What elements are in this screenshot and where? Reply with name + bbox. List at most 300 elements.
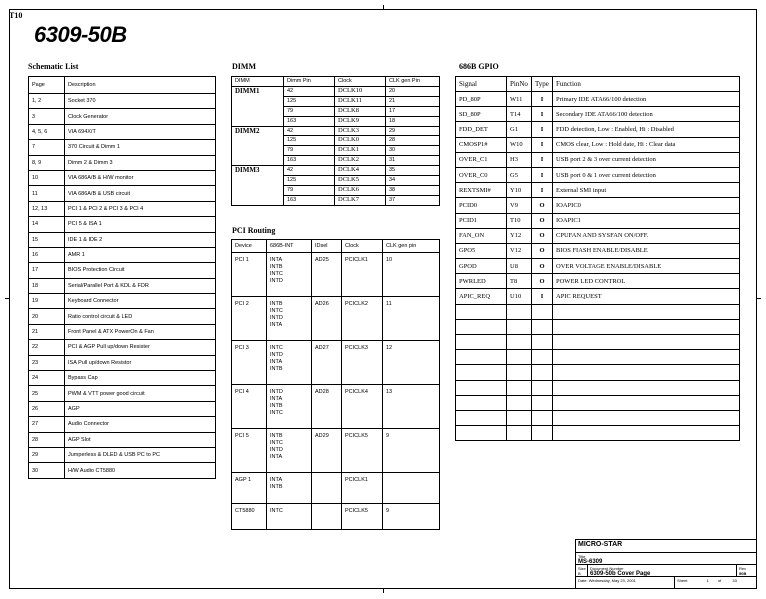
gpio-pin: [507, 350, 532, 365]
pci-int: INTC: [270, 410, 283, 416]
gpio-row: [456, 380, 740, 395]
dimm-clock: DCLK10: [335, 86, 386, 96]
dimm-header-3: CLK gen Pin: [386, 77, 440, 87]
schematic-row: [29, 140, 216, 155]
schematic-page: 11: [29, 186, 65, 201]
gpio-row: [456, 122, 740, 137]
schematic-page: 7: [29, 140, 65, 155]
schematic-description: Audio Connector: [65, 417, 216, 432]
gpio-type: [532, 319, 553, 334]
pci-idsel: AD25: [312, 253, 342, 297]
of-label: of: [717, 578, 722, 583]
dimm-pin: 125: [284, 96, 335, 106]
pci-int: INTA: [270, 396, 283, 402]
schematic-header-0: Page: [29, 77, 65, 94]
pci-device: PCI 3: [232, 341, 267, 385]
pci-int: INTD: [270, 352, 283, 358]
dimm-pin: 42: [284, 86, 335, 96]
gpio-row: [456, 92, 740, 107]
schematic-description: PCI & AGP Pull up/down Resister: [65, 340, 216, 355]
gpio-pin: U10: [507, 289, 532, 304]
dimm-clock: DCLK8: [335, 106, 386, 116]
dimm-clkgen-pin: 21: [386, 96, 440, 106]
gpio-signal: GPO5: [456, 243, 507, 258]
gpio-function: Primary IDE ATA66/100 detection: [553, 92, 740, 107]
schematic-page: 25: [29, 386, 65, 401]
schematic-description: PCI 5 & ISA 1: [65, 217, 216, 232]
schematic-row: [29, 447, 216, 462]
schematic-description: VIA 686A/B & USB circuit: [65, 186, 216, 201]
dimm-clock: DCLK7: [335, 195, 386, 205]
gpio-function: FDD detection, Low : Enabled, Hi : Disabled: [553, 122, 740, 137]
gpio-function: IOAPIC0: [553, 198, 740, 213]
gpio-type: O: [532, 243, 553, 258]
pci-int: INTD: [270, 389, 283, 395]
schematic-row: [29, 278, 216, 293]
schematic-description: Socket 370: [65, 94, 216, 109]
dimm-clkgen-pin: 30: [386, 146, 440, 156]
gpio-type: O: [532, 274, 553, 289]
gpio-function: [553, 335, 740, 350]
gpio-row: [456, 319, 740, 334]
dimm-clkgen-pin: 18: [386, 116, 440, 126]
gpio-function: OVER VOLTAGE ENABLE/DISABLE: [553, 259, 740, 274]
schematic-row: [29, 201, 216, 216]
pci-clock: PCICLK2: [342, 297, 383, 341]
pci-int-list: [267, 253, 312, 297]
schematic-description: H/W Audio CT5880: [65, 463, 216, 478]
schematic-row: [29, 386, 216, 401]
gpio-header-0: Signal: [456, 77, 507, 92]
dimm-pin: 125: [284, 136, 335, 146]
dimm-header-0: DIMM: [232, 77, 284, 87]
gpio-type: I: [532, 122, 553, 137]
schematic-page: 24: [29, 371, 65, 386]
gpio-function: External SMI input: [553, 183, 740, 198]
schematic-description: PCI 1 & PCI 2 & PCI 3 & PCI 4: [65, 201, 216, 216]
gpio-row: [456, 335, 740, 350]
dimm-clock: DCLK5: [335, 176, 386, 186]
gpio-row: [456, 243, 740, 258]
pci-int: INTB: [270, 264, 283, 270]
schematic-row: [29, 355, 216, 370]
title-label: Title: [578, 554, 586, 559]
pci-int-list: [267, 504, 312, 530]
schematic-page: 3: [29, 109, 65, 124]
gpio-row: [456, 410, 740, 425]
gpio-row: [456, 167, 740, 182]
gpio-signal: OVER_C0: [456, 167, 507, 182]
pci-int: INTA: [270, 322, 283, 328]
title-block: [575, 539, 757, 589]
dimm-row: [232, 86, 440, 96]
pci-row: [232, 253, 440, 297]
dimm-clkgen-pin: 31: [386, 156, 440, 166]
schematic-row: [29, 186, 216, 201]
gpio-pin: T8: [507, 274, 532, 289]
gpio-signal: APIC_REQ: [456, 289, 507, 304]
dimm-pin: 79: [284, 185, 335, 195]
schematic-page: 29: [29, 447, 65, 462]
sheet-label: Sheet: [677, 578, 688, 583]
pci-routing-table: [231, 239, 440, 530]
gpio-row: [456, 289, 740, 304]
gpio-table: [455, 76, 740, 441]
gpio-type: O: [532, 228, 553, 243]
schematic-description: VIA 694X/T: [65, 124, 216, 139]
pci-clkgen-pin: [383, 473, 440, 504]
gpio-type: [532, 380, 553, 395]
dimm-clkgen-pin: 37: [386, 195, 440, 205]
date-value: Wednesday, May 23, 2001: [588, 578, 636, 583]
schematic-description: VIA 686A/B & H/W monitor: [65, 170, 216, 185]
gpio-pin: G5: [507, 167, 532, 182]
gpio-signal: FDD_DET: [456, 122, 507, 137]
frame-tick-left: [5, 298, 9, 299]
pci-device: PCI 1: [232, 253, 267, 297]
gpio-row: [456, 365, 740, 380]
date-label: Date:: [578, 578, 588, 583]
pci-int: INTA: [270, 454, 283, 460]
pci-int: INTA: [270, 477, 283, 483]
pci-int: INTB: [270, 484, 283, 490]
schematic-row: [29, 417, 216, 432]
schematic-row: [29, 247, 216, 262]
project-name: MS-6309: [578, 559, 603, 565]
schematic-row: [29, 294, 216, 309]
schematic-page: 4, 5, 6: [29, 124, 65, 139]
dimm-clkgen-pin: 17: [386, 106, 440, 116]
gpio-type: I: [532, 152, 553, 167]
schematic-header-row: [29, 77, 216, 94]
pci-idsel: AD26: [312, 297, 342, 341]
gpio-type: I: [532, 137, 553, 152]
schematic-description: Front Panel & ATX PowerOn & Fan: [65, 324, 216, 339]
gpio-type: I: [532, 289, 553, 304]
gpio-pin: [507, 410, 532, 425]
pci-idsel: AD28: [312, 385, 342, 429]
gpio-pin: [507, 426, 532, 441]
dimm-clock: DCLK3: [335, 126, 386, 136]
schematic-page: 1, 2: [29, 94, 65, 109]
gpio-signal: OVER_C1: [456, 152, 507, 167]
sheet-id: T10: [9, 11, 23, 20]
gpio-pin: T10: [507, 213, 532, 228]
pci-clock: PCICLK5: [342, 429, 383, 473]
dimm-pin: 42: [284, 166, 335, 176]
pci-int: INTD: [270, 447, 283, 453]
schematic-row: [29, 94, 216, 109]
pci-header-1: 686B-INT: [267, 240, 312, 253]
gpio-function: [553, 319, 740, 334]
pci-clkgen-pin: 12: [383, 341, 440, 385]
gpio-signal: PCID1: [456, 213, 507, 228]
gpio-signal: [456, 350, 507, 365]
gpio-signal: [456, 426, 507, 441]
dimm-clock: DCLK2: [335, 156, 386, 166]
gpio-pin: G1: [507, 122, 532, 137]
gpio-function: [553, 304, 740, 319]
dimm-row: [232, 126, 440, 136]
schematic-description: AGP Slot: [65, 432, 216, 447]
gpio-signal: [456, 365, 507, 380]
frame-tick-top: [383, 5, 384, 9]
pci-header-0: Device: [232, 240, 267, 253]
schematic-description: PWM & VTT power good circuit: [65, 386, 216, 401]
schematic-row: [29, 170, 216, 185]
schematic-list-table: [28, 76, 216, 479]
company-name: MICRO-STAR: [578, 541, 623, 548]
gpio-function: [553, 410, 740, 425]
size-value: B: [578, 571, 581, 576]
schematic-description: Serial/Parallel Port & KDL & FDR: [65, 278, 216, 293]
schematic-page: 19: [29, 294, 65, 309]
gpio-function: Secondary IDE ATA66/100 detection: [553, 107, 740, 122]
pci-clkgen-pin: 10: [383, 253, 440, 297]
schematic-page: 16: [29, 247, 65, 262]
gpio-signal: [456, 319, 507, 334]
schematic-description: Jumperless & DLED & USB PC to PC: [65, 447, 216, 462]
pci-clock: PCICLK3: [342, 341, 383, 385]
pci-clock: PCICLK1: [342, 253, 383, 297]
schematic-page: 10: [29, 170, 65, 185]
gpio-row: [456, 183, 740, 198]
dimm-clkgen-pin: 38: [386, 185, 440, 195]
dimm-pin: 163: [284, 195, 335, 205]
schematic-description: Bypass Cap: [65, 371, 216, 386]
schematic-page: 12, 13: [29, 201, 65, 216]
pci-int-list: [267, 385, 312, 429]
gpio-signal: PD_80P: [456, 92, 507, 107]
pci-header-4: CLK gen pin: [383, 240, 440, 253]
gpio-signal: SD_80P: [456, 107, 507, 122]
schematic-page: 26: [29, 401, 65, 416]
schematic-row: [29, 232, 216, 247]
schematic-description: BIOS Protection Circuit: [65, 263, 216, 278]
schematic-row: [29, 309, 216, 324]
pci-int: INTC: [270, 308, 283, 314]
gpio-pin: [507, 335, 532, 350]
schematic-description: Ratio control circuit & LED: [65, 309, 216, 324]
gpio-title: 686B GPIO: [459, 62, 499, 71]
gpio-signal: [456, 335, 507, 350]
gpio-pin: [507, 365, 532, 380]
rev-label: Rev: [739, 566, 747, 571]
pci-int-list: [267, 473, 312, 504]
pci-row: [232, 473, 440, 504]
gpio-function: [553, 365, 740, 380]
gpio-signal: REXTSMI#: [456, 183, 507, 198]
schematic-description: Dimm 2 & Dimm 3: [65, 155, 216, 170]
pci-clkgen-pin: 9: [383, 504, 440, 530]
pci-clkgen-pin: 9: [383, 429, 440, 473]
gpio-type: [532, 410, 553, 425]
gpio-type: O: [532, 213, 553, 228]
dimm-clkgen-pin: 28: [386, 136, 440, 146]
gpio-pin: [507, 380, 532, 395]
schematic-page: 30: [29, 463, 65, 478]
schematic-description: Keyboard Connector: [65, 294, 216, 309]
pci-row: [232, 297, 440, 341]
schematic-header-1: Description: [65, 77, 216, 94]
gpio-row: [456, 259, 740, 274]
gpio-function: BIOS FIASH ENABLE/DISABLE: [553, 243, 740, 258]
gpio-row: [456, 395, 740, 410]
pci-idsel: AD27: [312, 341, 342, 385]
pci-device: PCI 5: [232, 429, 267, 473]
pci-idsel: [312, 504, 342, 530]
pci-int-list: [267, 297, 312, 341]
size-label: Size: [578, 566, 586, 571]
pci-idsel: AD29: [312, 429, 342, 473]
pci-int: INTC: [270, 345, 283, 351]
dimm-pin: 42: [284, 126, 335, 136]
gpio-pin: U8: [507, 259, 532, 274]
dimm-pin: 163: [284, 156, 335, 166]
schematic-description: Clock Generator: [65, 109, 216, 124]
gpio-header-2: Type: [532, 77, 553, 92]
schematic-row: [29, 124, 216, 139]
dimm-clkgen-pin: 20: [386, 86, 440, 96]
pci-int: INTA: [270, 257, 283, 263]
gpio-type: [532, 350, 553, 365]
pci-clkgen-pin: 11: [383, 297, 440, 341]
dimm-clock: DCLK9: [335, 116, 386, 126]
pci-int: INTD: [270, 315, 283, 321]
sheet-value: 1: [706, 578, 709, 583]
gpio-signal: [456, 380, 507, 395]
gpio-row: [456, 213, 740, 228]
schematic-row: [29, 463, 216, 478]
dimm-title: DIMM: [232, 62, 256, 71]
of-value: 33: [732, 578, 737, 583]
gpio-pin: W10: [507, 137, 532, 152]
gpio-pin: W11: [507, 92, 532, 107]
dimm-clock: DCLK0: [335, 136, 386, 146]
gpio-function: [553, 426, 740, 441]
schematic-page: 22: [29, 340, 65, 355]
dimm-clock: DCLK6: [335, 185, 386, 195]
gpio-function: [553, 350, 740, 365]
gpio-type: [532, 335, 553, 350]
gpio-type: O: [532, 198, 553, 213]
gpio-function: POWER LED CONTROL: [553, 274, 740, 289]
gpio-function: IOAPIC1: [553, 213, 740, 228]
schematic-row: [29, 432, 216, 447]
schematic-page: 18: [29, 278, 65, 293]
pci-int-list: [267, 341, 312, 385]
schematic-row: [29, 155, 216, 170]
pci-clkgen-pin: 13: [383, 385, 440, 429]
schematic-row: [29, 340, 216, 355]
title-block-sheet-cell: [674, 576, 757, 589]
pci-clock: PCICLK4: [342, 385, 383, 429]
gpio-row: [456, 137, 740, 152]
dimm-table: [231, 76, 440, 206]
schematic-row: [29, 109, 216, 124]
schematic-row: [29, 371, 216, 386]
frame-tick-right: [757, 298, 761, 299]
dimm-clkgen-pin: 34: [386, 176, 440, 186]
pci-int: INTB: [270, 366, 283, 372]
schematic-page: 28: [29, 432, 65, 447]
gpio-function: [553, 380, 740, 395]
dimm-pin: 79: [284, 106, 335, 116]
rev-value: 50B: [739, 571, 747, 576]
schematic-page: 21: [29, 324, 65, 339]
dimm-clkgen-pin: 35: [386, 166, 440, 176]
gpio-function: USB port 0 & 1 over current detection: [553, 167, 740, 182]
gpio-pin: Y10: [507, 183, 532, 198]
dimm-clock: DCLK1: [335, 146, 386, 156]
pci-idsel: [312, 473, 342, 504]
gpio-row: [456, 198, 740, 213]
pci-device: CT5880: [232, 504, 267, 530]
gpio-signal: [456, 304, 507, 319]
gpio-row: [456, 228, 740, 243]
schematic-row: [29, 217, 216, 232]
gpio-pin: [507, 395, 532, 410]
dimm-header-row: [232, 77, 440, 87]
gpio-row: [456, 152, 740, 167]
gpio-signal: FAN_ON: [456, 228, 507, 243]
pci-row: [232, 385, 440, 429]
gpio-signal: PCID0: [456, 198, 507, 213]
gpio-header-row: [456, 77, 740, 92]
pci-clock: PCICLK5: [342, 504, 383, 530]
gpio-type: O: [532, 259, 553, 274]
pci-header-3: Clock: [342, 240, 383, 253]
dimm-pin: 163: [284, 116, 335, 126]
dimm-pin: 125: [284, 176, 335, 186]
schematic-row: [29, 263, 216, 278]
pci-int: INTA: [270, 359, 283, 365]
dimm-group-name: DIMM1: [232, 86, 284, 126]
gpio-header-3: Function: [553, 77, 740, 92]
schematic-page: 14: [29, 217, 65, 232]
board-title: 6309-50B: [34, 22, 127, 47]
schematic-page: 20: [29, 309, 65, 324]
gpio-function: CMOS clear, Low : Hold date, Hi : Clear data: [553, 137, 740, 152]
schematic-description: AGP: [65, 401, 216, 416]
gpio-type: [532, 304, 553, 319]
schematic-page: 17: [29, 263, 65, 278]
gpio-pin: [507, 304, 532, 319]
gpio-pin: T14: [507, 107, 532, 122]
gpio-row: [456, 274, 740, 289]
pci-int: INTC: [270, 271, 283, 277]
pci-routing-title: PCI Routing: [232, 226, 276, 235]
gpio-signal: CMOSP1#: [456, 137, 507, 152]
gpio-type: I: [532, 183, 553, 198]
pci-row: [232, 429, 440, 473]
gpio-pin: H3: [507, 152, 532, 167]
schematic-description: 370 Circuit & Dimm 1: [65, 140, 216, 155]
schematic-page: 15: [29, 232, 65, 247]
gpio-pin: V9: [507, 198, 532, 213]
dimm-header-2: Clock: [335, 77, 386, 87]
gpio-signal: GPOD: [456, 259, 507, 274]
schematic-description: IDE 1 & IDE 2: [65, 232, 216, 247]
dimm-header-1: Dimm Pin: [284, 77, 335, 87]
gpio-row: [456, 350, 740, 365]
docnum-value: 6309-50b Cover Page: [590, 571, 651, 577]
title-block-date-cell: [575, 576, 675, 589]
gpio-row: [456, 304, 740, 319]
gpio-pin: Y12: [507, 228, 532, 243]
gpio-pin: V12: [507, 243, 532, 258]
gpio-type: I: [532, 107, 553, 122]
